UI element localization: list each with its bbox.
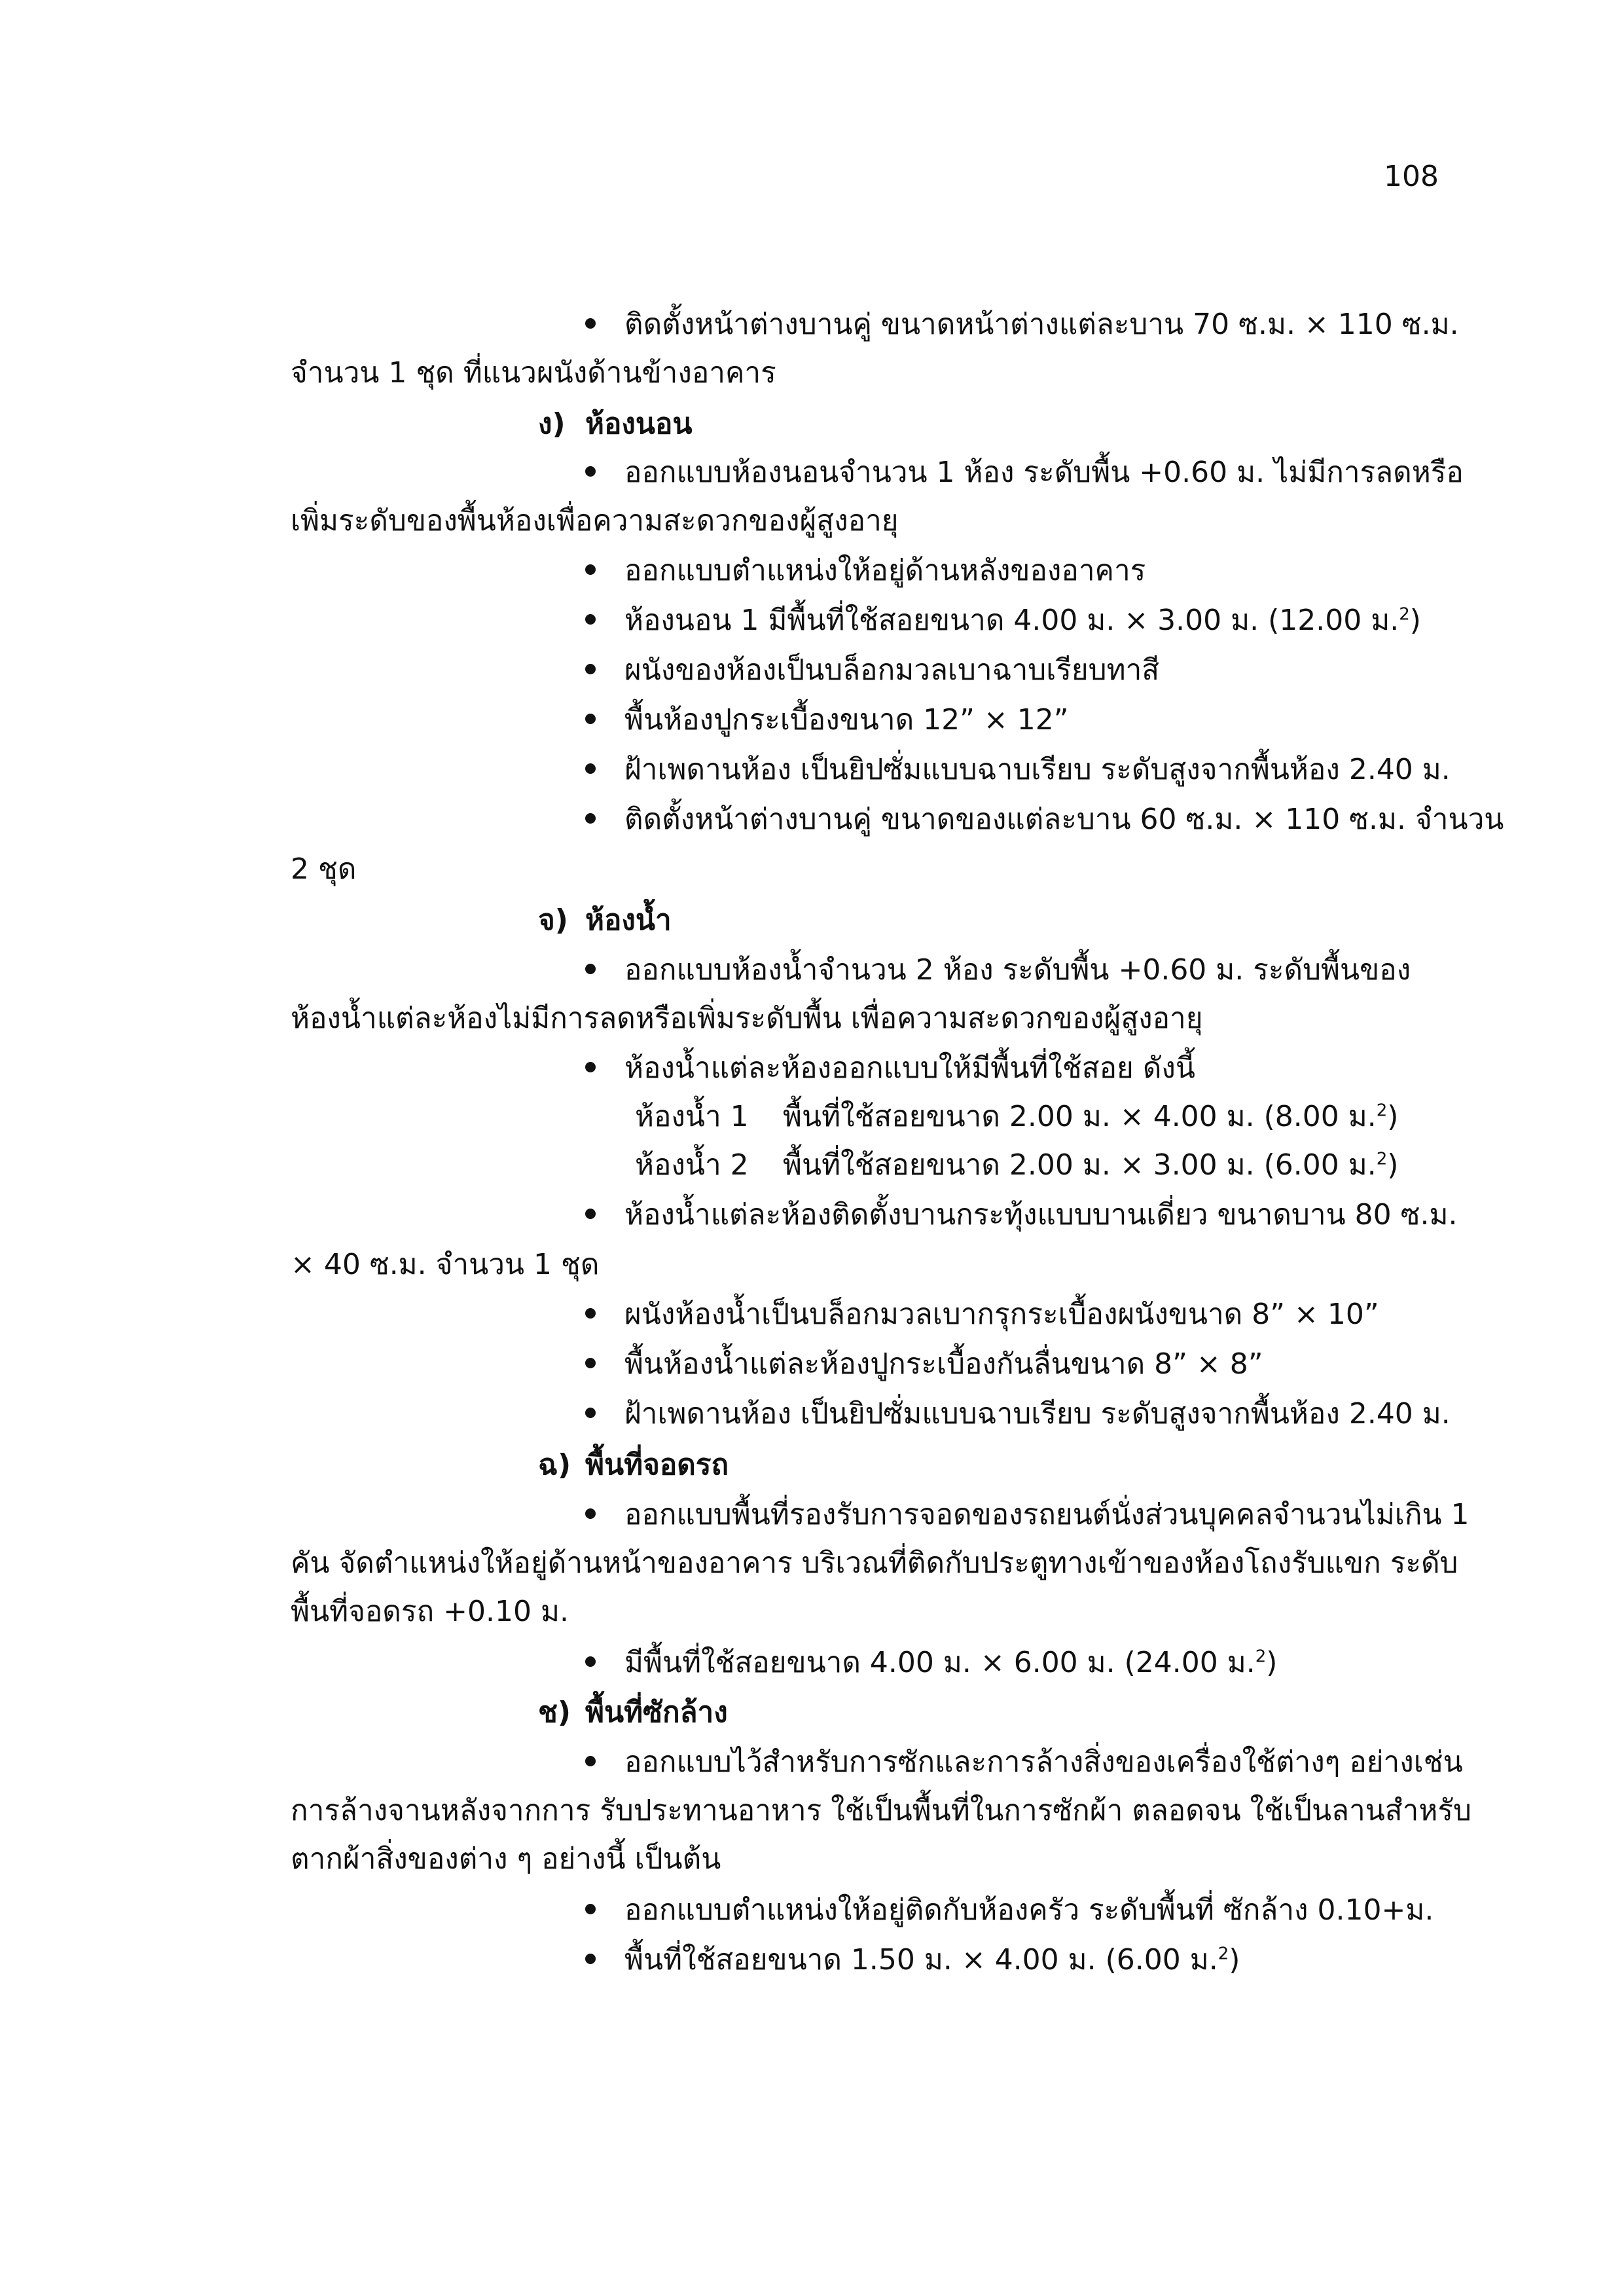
bullet-text-end: )	[1229, 1943, 1240, 1977]
bullet-text: ติดตั้งหน้าต่างบานคู่ ขนาดหน้าต่างแต่ละบาน 70 ซ.ม. × 110 ซ.ม.	[624, 308, 1459, 341]
heading-text: ห้องนอน	[585, 407, 693, 441]
bullet-item	[585, 1051, 1195, 1085]
bullet-item	[585, 1300, 1379, 1329]
bullet-text: ผนังของห้องเป็นบล็อกมวลเบาฉาบเรียบทาสี	[624, 653, 1160, 687]
heading-number: ช)	[538, 1696, 571, 1729]
bullet-item	[585, 1893, 1434, 1927]
bullet-item	[585, 556, 1146, 585]
bullet-item	[585, 310, 1459, 339]
paragraph-line: จำนวน 1 ชุด ที่แนวผนังด้านข้างอาคาร	[291, 356, 776, 390]
sub-item-label: ห้องน้ำ 2	[635, 1148, 749, 1182]
bullet-icon	[585, 1508, 596, 1519]
bullet-icon	[585, 1904, 596, 1914]
bullet-text: ออกแบบพื้นที่รองรับการจอดของรถยนต์นั่งส่วนบุคคลจำนวนไม่เกิน 1	[624, 1498, 1470, 1531]
sub-item	[635, 1102, 1398, 1131]
bullet-icon	[585, 466, 596, 477]
bullet-item	[585, 458, 1464, 487]
bullet-text: พื้นห้องน้ำแต่ละห้องปูกระเบื้องกันลื่นขนาด 8” × 8”	[624, 1347, 1263, 1381]
section-heading-parking	[538, 1448, 729, 1482]
bullet-icon	[585, 1756, 596, 1766]
bullet-item	[585, 1347, 1263, 1381]
bullet-text: ออกแบบห้องน้ำจำนวน 2 ห้อง ระดับพื้น +0.60 ม. ระดับพื้นของ	[624, 953, 1411, 987]
bullet-item	[585, 606, 1421, 635]
bullet-item	[585, 1745, 1463, 1779]
bullet-text: มีพื้นที่ใช้สอยขนาด 4.00 ม. × 6.00 ม. (24.00 ม.	[624, 1646, 1255, 1679]
bullet-item	[585, 953, 1411, 987]
sub-item	[635, 1148, 1399, 1182]
bullet-icon	[585, 1656, 596, 1667]
sub-item-text-end: )	[1387, 1100, 1399, 1133]
bullet-text: ห้องน้ำแต่ละห้องออกแบบให้มีพื้นที่ใช้สอย ดังนี้	[624, 1051, 1195, 1085]
bullet-text: ฝ้าเพดานห้อง เป็นยิปซั่มแบบฉาบเรียบ ระดับสูงจากพื้นห้อง 2.40 ม.	[624, 1397, 1451, 1430]
bullet-icon	[585, 763, 596, 774]
bullet-icon	[585, 664, 596, 674]
heading-text: ห้องน้ำ	[585, 903, 672, 937]
bullet-item	[585, 805, 1504, 834]
bullet-icon	[585, 813, 596, 824]
bullet-icon	[585, 1954, 596, 1964]
bullet-icon	[585, 318, 596, 329]
bullet-text: ผนังห้องน้ำเป็นบล็อกมวลเบากรุกระเบื้องผนังขนาด 8” × 10”	[624, 1298, 1379, 1331]
superscript: 2	[1376, 1101, 1388, 1121]
paragraph-line: ห้องน้ำแต่ละห้องไม่มีการลดหรือเพิ่มระดับพื้น เพื่อความสะดวกของผู้สูงอายุ	[291, 1002, 1203, 1035]
paragraph-line: พื้นที่จอดรถ +0.10 ม.	[291, 1595, 569, 1628]
bullet-text: ห้องน้ำแต่ละห้องติดตั้งบานกระทุ้งแบบบานเดี่ยว ขนาดบาน 80 ซ.ม.	[624, 1198, 1458, 1231]
heading-text: พื้นที่จอดรถ	[585, 1448, 729, 1482]
heading-text: พื้นที่ซักล้าง	[585, 1696, 728, 1729]
bullet-icon	[585, 564, 596, 575]
bullet-text: ออกแบบห้องนอนจำนวน 1 ห้อง ระดับพื้น +0.60 ม. ไม่มีการลดหรือ	[624, 456, 1464, 489]
section-heading-bathroom	[538, 903, 672, 937]
paragraph-line: × 40 ซ.ม. จำนวน 1 ชุด	[291, 1248, 600, 1281]
heading-number: ง)	[538, 407, 566, 441]
sub-item-text: พื้นที่ใช้สอยขนาด 2.00 ม. × 3.00 ม. (6.00 ม.	[783, 1148, 1377, 1182]
paragraph-line: 2 ชุด	[291, 852, 357, 886]
heading-number: จ)	[538, 903, 568, 937]
heading-number: ฉ)	[538, 1448, 571, 1482]
bullet-item	[585, 653, 1160, 687]
superscript: 2	[1376, 1149, 1388, 1169]
bullet-text: พื้นที่ใช้สอยขนาด 1.50 ม. × 4.00 ม. (6.00 ม.	[624, 1943, 1218, 1977]
bullet-item	[585, 703, 1069, 737]
bullet-item	[585, 1498, 1470, 1531]
section-heading-bedroom	[538, 407, 693, 441]
bullet-item	[585, 1198, 1458, 1231]
bullet-text-end: )	[1409, 604, 1421, 637]
bullet-icon	[585, 1209, 596, 1219]
bullet-text: ออกแบบตำแหน่งให้อยู่ติดกับห้องครัว ระดับพื้นที่ ซักล้าง 0.10+ม.	[624, 1893, 1434, 1927]
bullet-icon	[585, 1062, 596, 1072]
section-heading-laundry	[538, 1698, 728, 1727]
bullet-text: ติดตั้งหน้าต่างบานคู่ ขนาดของแต่ละบาน 60 ซ.ม. × 110 ซ.ม. จำนวน	[624, 803, 1504, 836]
bullet-icon	[585, 714, 596, 724]
paragraph-line: ตากผ้าสิ่งของต่าง ๆ อย่างนี้ เป็นต้น	[291, 1842, 721, 1876]
bullet-text: ฝ้าเพดานห้อง เป็นยิปซั่มแบบฉาบเรียบ ระดับสูงจากพื้นห้อง 2.40 ม.	[624, 753, 1451, 786]
bullet-text: ออกแบบไว้สำหรับการซักและการล้างสิ่งของเครื่องใช้ต่างๆ อย่างเช่น	[624, 1745, 1463, 1779]
bullet-icon	[585, 614, 596, 625]
bullet-text: ออกแบบตำแหน่งให้อยู่ด้านหลังของอาคาร	[624, 554, 1146, 587]
page-number: 108	[1384, 160, 1439, 193]
paragraph-line: การล้างจานหลังจากการ รับประทานอาหาร ใช้เป็นพื้นที่ในการซักผ้า ตลอดจน ใช้เป็นลานสำหรับ	[291, 1794, 1471, 1827]
superscript: 2	[1218, 1944, 1229, 1964]
bullet-item	[585, 1397, 1451, 1430]
bullet-text-end: )	[1266, 1646, 1278, 1679]
bullet-item	[585, 753, 1451, 786]
bullet-item	[585, 1646, 1278, 1679]
superscript: 2	[1399, 604, 1410, 625]
paragraph-line: เพิ่มระดับของพื้นห้องเพื่อความสะดวกของผู้สูงอายุ	[291, 504, 899, 538]
paragraph-line: คัน จัดตำแหน่งให้อยู่ด้านหน้าของอาคาร บริเวณที่ติดกับประตูทางเข้าของห้องโถงรับแขก ระดับ	[291, 1546, 1458, 1580]
bullet-text: พื้นห้องปูกระเบื้องขนาด 12” × 12”	[624, 703, 1069, 737]
bullet-text: ห้องนอน 1 มีพื้นที่ใช้สอยขนาด 4.00 ม. × 3.00 ม. (12.00 ม.	[624, 604, 1399, 637]
sub-item-text: พื้นที่ใช้สอยขนาด 2.00 ม. × 4.00 ม. (8.00 ม.	[783, 1100, 1377, 1133]
bullet-icon	[585, 964, 596, 974]
sub-item-text-end: )	[1387, 1148, 1399, 1182]
bullet-item	[585, 1943, 1240, 1977]
bullet-icon	[585, 1358, 596, 1368]
bullet-icon	[585, 1408, 596, 1418]
sub-item-label: ห้องน้ำ 1	[635, 1100, 749, 1133]
superscript: 2	[1255, 1647, 1267, 1667]
bullet-icon	[585, 1308, 596, 1319]
